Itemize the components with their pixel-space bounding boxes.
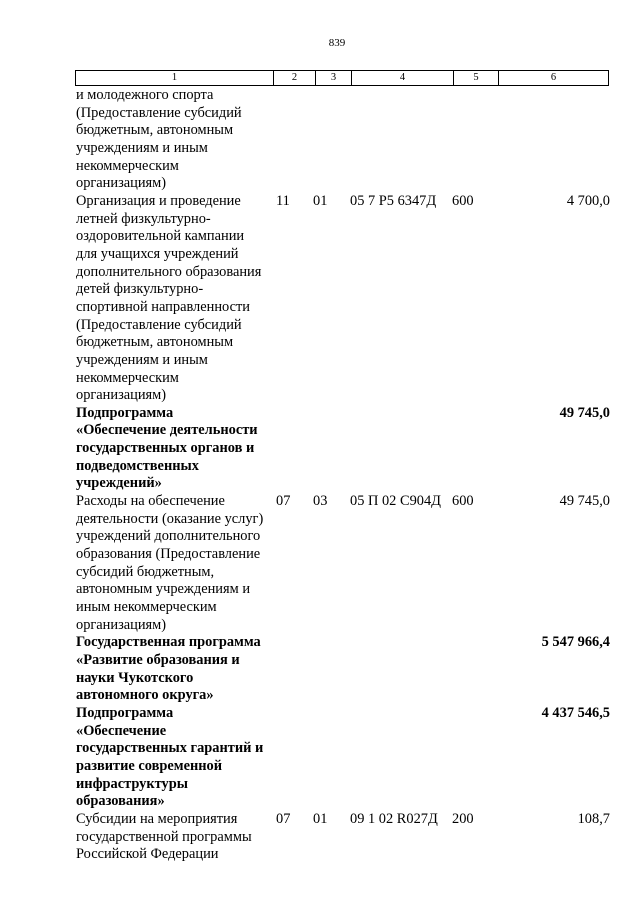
name-line: «Развитие образования и — [76, 652, 240, 668]
row-name — [76, 87, 276, 193]
header-col-2: 2 — [274, 71, 316, 85]
name-line: бюджетным, автономным — [76, 122, 234, 139]
amount: 49 745,0 — [559, 404, 610, 421]
name-line: Подпрограмма — [76, 404, 174, 421]
name-line: иным некоммерческим — [76, 599, 217, 616]
target-article-code: 05 П 02 С904Д — [350, 493, 441, 510]
name-line: Подпрограмма — [76, 704, 174, 721]
name-line: субсидий бюджетным, — [76, 563, 215, 580]
name-line: Российской Федерации — [76, 846, 219, 863]
name-line: автономного округа» — [76, 687, 214, 704]
expense-type-code: 600 — [452, 493, 474, 510]
name-line: оздоровительной кампании — [76, 228, 245, 245]
table-header — [75, 70, 609, 86]
amount: 5 547 966,4 — [541, 634, 610, 651]
name-line: развитие современной — [76, 757, 223, 774]
name-line: Организация и проведение — [76, 192, 241, 209]
name-line: государственных гарантий и — [76, 740, 264, 757]
row-name — [76, 634, 276, 705]
name-line: организациям) — [76, 175, 167, 192]
table-body — [0, 87, 640, 864]
amount: 4 700,0 — [566, 192, 610, 209]
row-name — [76, 405, 276, 493]
table-row — [0, 811, 640, 864]
page-number: 839 — [328, 37, 346, 49]
amount: 49 745,0 — [559, 493, 610, 510]
name-line: подведомственных — [76, 457, 199, 474]
name-line: «Обеспечение — [76, 722, 167, 739]
table-row — [0, 87, 640, 193]
name-line: летней физкультурно- — [76, 210, 211, 227]
header-col-4: 4 — [352, 71, 454, 85]
table-row — [0, 634, 640, 705]
name-line: и молодежного спорта — [76, 87, 214, 103]
table-row — [0, 193, 640, 405]
table-row — [0, 405, 640, 493]
row-name — [76, 705, 276, 811]
name-line: деятельности (оказание услуг) — [76, 510, 264, 527]
expense-type-code: 200 — [452, 810, 474, 827]
section-code: 07 — [276, 493, 291, 510]
name-line: образования» — [76, 793, 165, 810]
amount: 4 437 546,5 — [541, 704, 610, 721]
subsection-code: 01 — [313, 192, 328, 209]
name-line: некоммерческим — [76, 369, 179, 386]
section-code: 07 — [276, 810, 291, 827]
subsection-code: 01 — [313, 810, 328, 827]
name-line: (Предоставление субсидий — [76, 316, 242, 333]
name-line: (Предоставление субсидий — [76, 104, 242, 121]
table-row — [0, 705, 640, 811]
header-col-1: 1 — [76, 71, 274, 85]
subsection-code: 03 — [313, 493, 328, 510]
expense-type-code: 600 — [452, 192, 474, 209]
name-line: для учащихся учреждений — [76, 245, 239, 262]
name-line: государственных органов и — [76, 440, 255, 457]
header-col-6: 6 — [550, 72, 557, 83]
name-line: Расходы на обеспечение — [76, 493, 225, 510]
name-line: детей физкультурно- — [76, 281, 204, 298]
name-line: автономным учреждениям и — [76, 581, 251, 598]
name-line: учреждений дополнительного — [76, 528, 261, 545]
row-name — [76, 493, 276, 634]
name-line: дополнительного образования — [76, 263, 262, 280]
name-line: Государственная программа — [76, 634, 261, 651]
name-line: организациям) — [76, 616, 167, 633]
amount: 108,7 — [577, 810, 610, 827]
row-name — [76, 811, 276, 864]
header-col-3: 3 — [316, 71, 352, 85]
name-line: спортивной направленности — [76, 298, 250, 315]
target-article-code: 05 7 Р5 6347Д — [350, 192, 437, 209]
name-line: бюджетным, автономным — [76, 334, 234, 351]
header-col-5: 5 — [454, 71, 499, 85]
name-line: образования (Предоставление — [76, 546, 261, 563]
name-line: государственной программы — [76, 828, 252, 845]
name-line: «Обеспечение деятельности — [76, 422, 258, 439]
name-line: некоммерческим — [76, 157, 179, 174]
table-row — [0, 493, 640, 634]
name-line: учреждений» — [76, 475, 162, 492]
name-line: Субсидии на мероприятия — [76, 810, 238, 827]
row-name — [76, 193, 276, 405]
name-line: инфраструктуры — [76, 775, 188, 792]
target-article-code: 09 1 02 R027Д — [350, 810, 438, 827]
name-line: организациям) — [76, 387, 167, 404]
name-line: учреждениям и иным — [76, 139, 208, 156]
name-line: науки Чукотского — [76, 669, 194, 686]
name-line: учреждениям и иным — [76, 351, 208, 368]
section-code: 11 — [276, 192, 290, 209]
